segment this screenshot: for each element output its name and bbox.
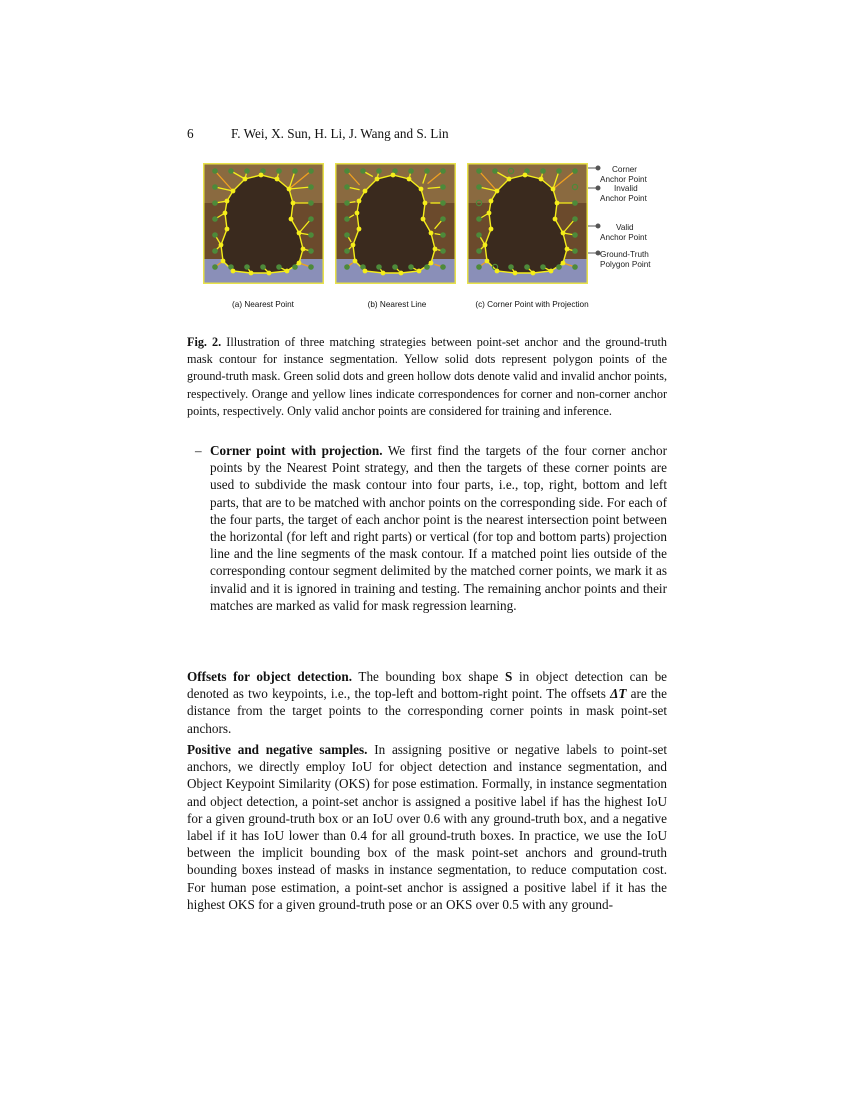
valid-anchor-point xyxy=(212,184,218,190)
gt-polygon-point xyxy=(421,217,426,222)
gt-polygon-point xyxy=(419,187,424,192)
figure-caption-text: Illustration of three matching strategies between point-set anchor and the ground-truth mask contour for instance segmentation. Yellow solid dots represent polygon points of the ground-truth mask. Green solid dots and green hollow dots denote valid and invalid anchor points, respectively. Orange and yellow lines indicate correspondences for corner and non-corner anchor points, respectively. Only valid anchor points are considered for training and inference. xyxy=(187,335,667,418)
gt-polygon-point xyxy=(555,201,560,206)
gt-polygon-point xyxy=(231,269,236,274)
valid-anchor-point xyxy=(212,168,218,174)
gt-polygon-point xyxy=(223,211,228,216)
valid-anchor-point xyxy=(572,200,578,206)
valid-anchor-point xyxy=(292,264,298,270)
gt-polygon-point xyxy=(429,261,434,266)
gt-polygon-point xyxy=(259,173,264,178)
gt-polygon-point xyxy=(433,247,438,252)
gt-polygon-point xyxy=(429,231,434,236)
valid-anchor-point xyxy=(440,168,446,174)
valid-anchor-point xyxy=(392,264,398,270)
valid-anchor-point xyxy=(344,248,350,254)
valid-anchor-point xyxy=(344,200,350,206)
valid-anchor-point xyxy=(476,184,482,190)
valid-anchor-point xyxy=(572,248,578,254)
gt-polygon-point xyxy=(275,177,280,182)
valid-anchor-point xyxy=(244,168,250,174)
gt-polygon-point xyxy=(375,177,380,182)
valid-anchor-point xyxy=(540,168,546,174)
gt-polygon-point xyxy=(399,271,404,276)
valid-anchor-point xyxy=(556,168,562,174)
valid-anchor-point xyxy=(344,168,350,174)
valid-anchor-point xyxy=(212,216,218,222)
gt-polygon-point xyxy=(243,177,248,182)
running-head xyxy=(187,126,449,142)
valid-anchor-point xyxy=(440,232,446,238)
offsets-title: Offsets for object detection. xyxy=(187,669,352,684)
valid-anchor-point xyxy=(572,264,578,270)
valid-anchor-point xyxy=(260,264,266,270)
subcaption-c: (c) Corner Point with Projection xyxy=(475,300,589,309)
gt-polygon-point xyxy=(363,269,368,274)
symbol-delta-t: ΔT xyxy=(610,686,627,702)
gt-polygon-point xyxy=(549,269,554,274)
gt-polygon-point xyxy=(407,177,412,182)
paragraph-samples xyxy=(187,741,667,913)
legend-gt: Ground-Truth Polygon Point xyxy=(600,250,651,269)
valid-anchor-point xyxy=(212,248,218,254)
gt-polygon-point xyxy=(225,199,230,204)
gt-polygon-point xyxy=(551,187,556,192)
valid-anchor-point xyxy=(276,264,282,270)
gt-polygon-point xyxy=(561,261,566,266)
valid-anchor-point xyxy=(476,216,482,222)
page-number: 6 xyxy=(187,126,194,141)
valid-anchor-point xyxy=(308,216,314,222)
figure-2 xyxy=(200,160,660,320)
valid-anchor-point xyxy=(376,168,382,174)
gt-polygon-point xyxy=(291,201,296,206)
gt-polygon-point xyxy=(355,211,360,216)
gt-polygon-point xyxy=(417,269,422,274)
valid-anchor-point xyxy=(440,264,446,270)
gt-polygon-point xyxy=(381,271,386,276)
gt-polygon-point xyxy=(357,227,362,232)
valid-anchor-point xyxy=(440,184,446,190)
valid-anchor-point xyxy=(308,184,314,190)
gt-polygon-point xyxy=(221,259,226,264)
valid-anchor-point xyxy=(308,264,314,270)
gt-polygon-point xyxy=(287,187,292,192)
legend-invalid: Invalid Anchor Point xyxy=(600,184,647,203)
panel-corner-projection xyxy=(467,163,588,284)
authors: F. Wei, X. Sun, H. Li, J. Wang and S. Lin xyxy=(231,126,449,141)
subcaption-a: (a) Nearest Point xyxy=(232,300,294,309)
valid-anchor-point xyxy=(476,248,482,254)
paragraph-offsets: Offsets for object detection. The bounding box shape S in object detection can be denoted as two keypoints, i.e., the top-left and bottom-right point. The offsets ΔT are the distance from the target points to the corresponding corner points in mask point-set anchors. xyxy=(187,669,668,736)
panel-nearest-line xyxy=(335,163,456,284)
gt-polygon-point xyxy=(249,271,254,276)
bullet-corner-point xyxy=(187,442,667,614)
gt-polygon-point xyxy=(513,271,518,276)
valid-anchor-point xyxy=(292,168,298,174)
valid-anchor-point xyxy=(308,232,314,238)
gt-polygon-point xyxy=(483,243,488,248)
gt-polygon-point xyxy=(297,231,302,236)
valid-anchor-point xyxy=(572,232,578,238)
gt-polygon-point xyxy=(289,217,294,222)
valid-anchor-point xyxy=(212,232,218,238)
valid-anchor-point xyxy=(476,232,482,238)
gt-polygon-point xyxy=(565,247,570,252)
gt-polygon-point xyxy=(523,173,528,178)
gt-polygon-point xyxy=(489,227,494,232)
bullet-text: We first find the targets of the four corner anchor points by the Nearest Point strategy, and then the targets of these corner points are used to subdivide the mask contour into four parts, i.e., top, right, bottom and left parts, that are to be matched with anchor points on the corresponding side. For each of the four parts, the target of each anchor point is the nearest intersection point between the horizontal (for left and right parts) or vertical (for top and bottom parts) projection line and the line segments of the mask contour. If a matched point lies outside of the corresponding contour segment delimited by the matched corner points, we mark it as invalid and it is ignored in training and testing. The remaining anchor points and their matches are marked as valid for mask regression learning. xyxy=(210,443,667,613)
valid-anchor-point xyxy=(276,168,282,174)
panel-nearest-point xyxy=(203,163,324,284)
valid-anchor-point xyxy=(244,264,250,270)
gt-polygon-point xyxy=(423,201,428,206)
valid-anchor-point xyxy=(440,200,446,206)
gt-polygon-point xyxy=(539,177,544,182)
gt-polygon-point xyxy=(301,247,306,252)
gt-polygon-point xyxy=(487,211,492,216)
valid-anchor-point xyxy=(508,264,514,270)
valid-anchor-point xyxy=(344,264,350,270)
gt-polygon-point xyxy=(363,189,368,194)
valid-anchor-point xyxy=(308,248,314,254)
gt-polygon-point xyxy=(267,271,272,276)
valid-anchor-point xyxy=(308,200,314,206)
symbol-s: S xyxy=(505,669,513,684)
gt-polygon-point xyxy=(219,243,224,248)
valid-anchor-point xyxy=(344,184,350,190)
valid-anchor-point xyxy=(476,168,482,174)
gt-polygon-point xyxy=(507,177,512,182)
valid-anchor-point xyxy=(424,264,430,270)
gt-polygon-point xyxy=(531,271,536,276)
valid-anchor-point xyxy=(212,200,218,206)
valid-anchor-point xyxy=(572,168,578,174)
gt-polygon-point xyxy=(351,243,356,248)
valid-anchor-point xyxy=(440,216,446,222)
bullet-title: Corner point with projection. xyxy=(210,443,383,458)
gt-polygon-point xyxy=(561,231,566,236)
valid-anchor-point xyxy=(408,168,414,174)
samples-title: Positive and negative samples. xyxy=(187,742,368,757)
valid-anchor-point xyxy=(408,264,414,270)
gt-polygon-point xyxy=(353,259,358,264)
gt-polygon-point xyxy=(231,189,236,194)
figure-caption xyxy=(187,334,667,420)
valid-anchor-point xyxy=(440,248,446,254)
gt-polygon-point xyxy=(225,227,230,232)
legend-corner: Corner Anchor Point xyxy=(600,165,647,184)
samples-text: In assigning positive or negative labels to point-set anchors, we directly employ IoU for object detection and instance segmentation, and Object Keypoint Similarity (OKS) for pose estimation. Formally, in instance segmentation and object detection, a point-set anchor is assigned a positive label if has the highest IoU for a given ground-truth box or an IoU over 0.6 with any ground-truth box, and a negative label if it has IoU lower than 0.4 for all ground-truth boxes. In practice, we use the IoU between the implicit bounding box of the mask point-set anchors and ground-truth bounding boxes instead of masks in instance segmentation, to reduce computation cost. For human pose estimation, a point-set anchor is assigned a positive label if it has the highest OKS for a given ground-truth pose or an OKS over 0.5 with any ground- xyxy=(187,742,667,912)
valid-anchor-point xyxy=(360,168,366,174)
valid-anchor-point xyxy=(556,264,562,270)
figure-label: Fig. 2. xyxy=(187,335,222,349)
valid-anchor-point xyxy=(572,216,578,222)
gt-polygon-point xyxy=(297,261,302,266)
valid-anchor-point xyxy=(540,264,546,270)
valid-anchor-point xyxy=(212,264,218,270)
valid-anchor-point xyxy=(524,264,530,270)
gt-polygon-point xyxy=(285,269,290,274)
subcaption-b: (b) Nearest Line xyxy=(367,300,427,309)
gt-polygon-point xyxy=(495,189,500,194)
valid-anchor-point xyxy=(376,264,382,270)
valid-anchor-point xyxy=(344,216,350,222)
gt-polygon-point xyxy=(495,269,500,274)
valid-anchor-point xyxy=(492,168,498,174)
gt-polygon-point xyxy=(391,173,396,178)
valid-anchor-point xyxy=(476,264,482,270)
valid-anchor-point xyxy=(228,168,234,174)
valid-anchor-point xyxy=(308,168,314,174)
gt-polygon-point xyxy=(489,199,494,204)
gt-polygon-point xyxy=(485,259,490,264)
bullet-dash: – xyxy=(195,443,202,458)
gt-polygon-point xyxy=(553,217,558,222)
valid-anchor-point xyxy=(424,168,430,174)
valid-anchor-point xyxy=(344,232,350,238)
gt-polygon-point xyxy=(357,199,362,204)
legend-valid: Valid Anchor Point xyxy=(600,223,647,242)
